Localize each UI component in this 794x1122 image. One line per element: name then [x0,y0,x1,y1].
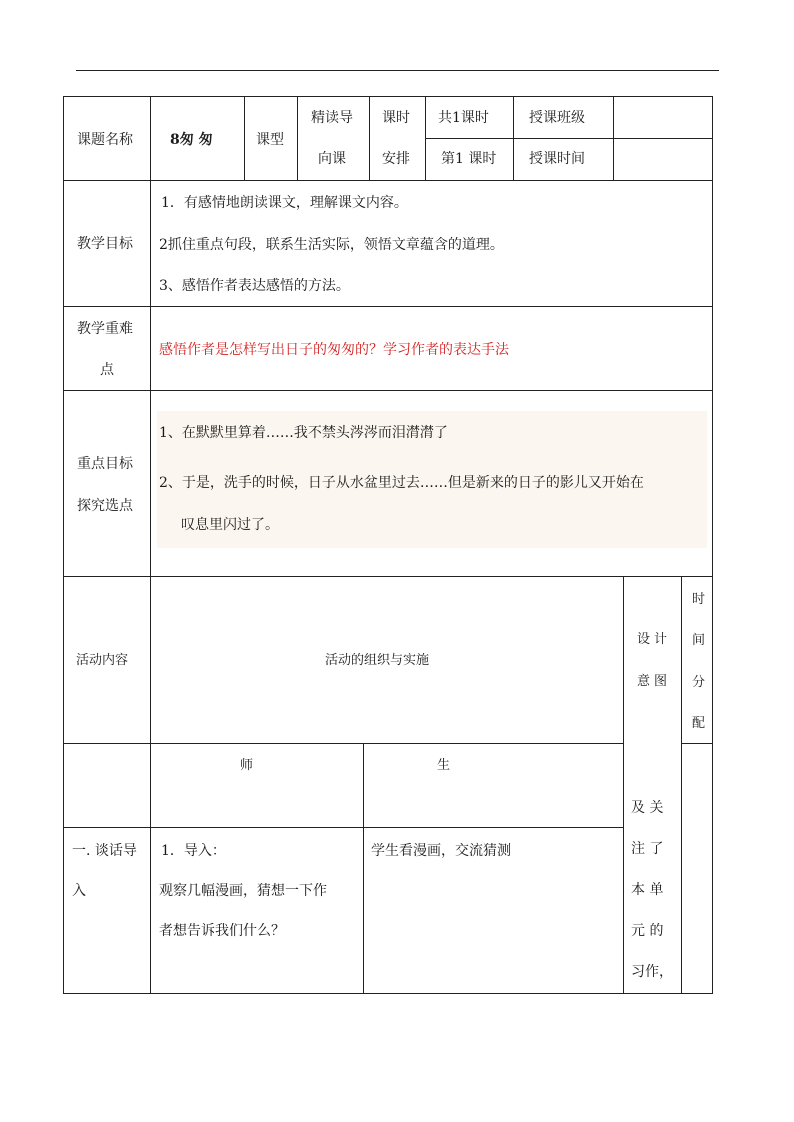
focus-item-2-line2: 叹息里闪过了。 [181,517,279,533]
goal-item-2: 2抓住重点句段，联系生活实际，领悟文章蕴含的道理。 [159,237,504,253]
student-activity: 学生看漫画，交流猜测 [371,843,511,859]
focus-item-2-line1: 2、于是，洗手的时候，日子从水盆里过去……但是新来的日子的影儿又开始在 [159,475,644,491]
lesson-type-value-line2: 向课 [318,151,346,167]
lesson-type-label: 课型 [256,132,284,148]
time-alloc-char-3: 分 [692,675,706,690]
focus-label-line2: 探究选点 [77,498,133,514]
teacher-step-line3: 者想告诉我们什么？ [159,923,285,939]
focus-label-line1: 重点目标 [77,456,133,472]
hours-label-line2: 安排 [382,151,410,167]
focus-item-1: 1、在默默里算着……我不禁头涔涔而泪潸潸了 [159,425,448,441]
activity-step-line1: 一. 谈话导 [72,843,137,859]
design-intent-line4: 元 的 [631,923,664,939]
course-title: 8匆 匆 [170,132,213,148]
activity-center-title: 活动的组织与实施 [325,653,430,668]
teacher-column-header: 师 [240,758,254,773]
time-alloc-char-1: 时 [692,592,706,607]
design-intent-label-line2: 意图 [637,674,672,689]
teacher-step-line1: 1．导入： [161,843,226,859]
design-intent-label-line1: 设计 [637,632,672,647]
student-column-header: 生 [437,758,451,773]
current-hour: 第1 课时 [441,151,497,167]
class-label: 授课班级 [529,110,585,126]
lesson-type-value-line1: 精读导 [311,110,353,126]
activity-step-line2: 入 [72,883,86,899]
difficulty-label-line1: 教学重难 [77,321,133,337]
design-intent-line3: 本 单 [631,882,664,898]
course-name-label: 课题名称 [77,132,133,148]
total-hours: 共1课时 [438,110,489,126]
goal-item-3: 3、感悟作者表达感悟的方法。 [159,278,350,294]
design-intent-line1: 及 关 [631,800,664,816]
header-rule [76,70,719,71]
difficulty-label-line2: 点 [100,362,114,378]
goals-label: 教学目标 [77,236,133,252]
time-alloc-char-2: 间 [692,633,706,648]
time-label: 授课时间 [529,151,585,167]
time-alloc-char-4: 配 [692,716,706,731]
hours-label-line1: 课时 [382,110,410,126]
goal-item-1: 1．有感情地朗读课文，理解课文内容。 [161,195,408,211]
difficulty-text: 感悟作者是怎样写出日子的匆匆的？学习作者的表达手法 [159,342,509,358]
teacher-step-line2: 观察几幅漫画，猜想一下作 [159,883,327,899]
design-intent-line5: 习作， [631,964,673,980]
design-intent-line2: 注 了 [631,841,664,857]
activity-label: 活动内容 [76,653,129,668]
